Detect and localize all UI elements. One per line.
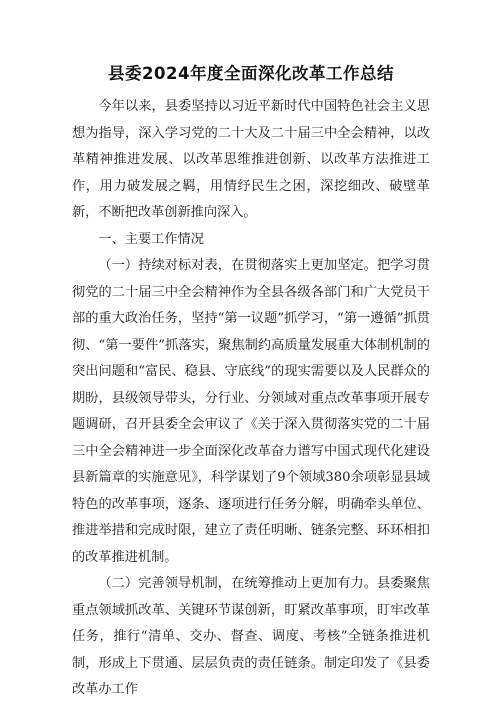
item-paragraph-1: （一）持续对标对表，在贯彻落实上更加坚定。把学习贯彻党的二十届三中全会精神作为全县各级各部门和广大党员干部的重大政治任务，坚持“第一议题”抓学习，“第一遵循”抓贯彻、“第一要件”抓落实，聚焦制约高质量发展重大体制机制的突出问题和“富民、稳县、守底线”的现实需要以及人民群众的期盼，县级领导带头，分行业、分领域对重点改革事项开展专题调研，召开县委全会审议了《关于深入贯彻落实党的二十届三中全会精神进一步全面深化改革奋力谱写中国式现代化建设县新篇章的实施意见》，科学谋划了9个领域380余项彰显县域特色的改革事项，逐条、逐项进行任务分解，明确牵头单位、推进举措和完成时限，建立了责任明晰、链条完整、环环相扣的改革推进机制。 <box>72 258 430 565</box>
document-title: 县委2024年度全面深化改革工作总结 <box>108 64 394 83</box>
item-paragraph-2: （二）完善领导机制，在统筹推动上更加有力。县委聚焦重点领域抓改革、关键环节谋创新，盯紧改革事项，盯牢改革任务，推行“清单、交办、督查、调度、考核”全链条推进机制，形成上下贯通、层层负责的责任链条。制定印发了《县委改革办工作 <box>72 576 430 697</box>
section-heading: 一、主要工作情况 <box>98 231 204 247</box>
intro-paragraph: 今年以来，县委坚持以习近平新时代中国特色社会主义思想为指导，深入学习党的二十大及二十届三中全会精神，以改革精神推进发展、以改革思维推进创新、以改革方法推进工作，用力破发展之羁，用情纾民生之困，深挖细改、破壁革新，不断把改革创新推向深入。 <box>72 99 430 220</box>
